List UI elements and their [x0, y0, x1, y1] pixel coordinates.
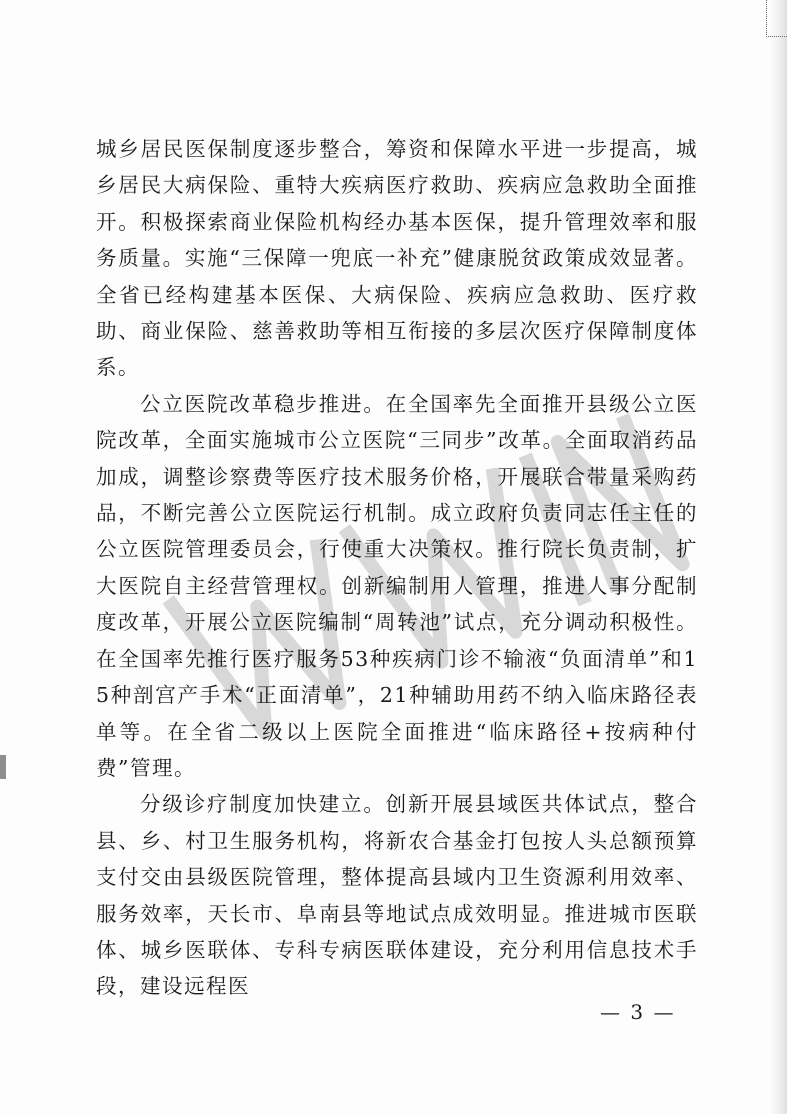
scan-edge-shadow [769, 0, 787, 1114]
page-number: — 3 — [600, 1000, 676, 1024]
paragraph-medical-insurance: 城乡居民医保制度逐步整合，筹资和保障水平进一步提高，城乡居民大病保险、重特大疾病医疗救助、疾病应急救助全面推开。积极探索商业保险机构经办基本医保，提升管理效率和服务质量。实施“三保障一兜底一补充”健康脱贫政策成效显著。全省已经构建基本医保、大病保险、疾病应急救助、医疗救助、商业保险、慈善救助等相互衔接的多层次医疗保障制度体系。 [96, 137, 698, 380]
left-margin-scan-mark [0, 755, 6, 779]
corner-scan-mark [766, 0, 787, 37]
paragraph-tiered-diagnosis: 分级诊疗制度加快建立。创新开展县域医共体试点，整合县、乡、村卫生服务机构，将新农合基金打包按人头总额预算支付交由县级医院管理，整体提高县域内卫生资源利用效率、服务效率，天长市、阜南县等地试点成效明显。推进城市医联体、城乡医联体、专科专病医联体建设，充分利用信息技术手段，建设远程医 [96, 792, 698, 999]
paragraph-public-hospital-reform: 公立医院改革稳步推进。在全国率先全面推开县级公立医院改革，全面实施城市公立医院“三同步”改革。全面取消药品加成，调整诊察费等医疗技术服务价格，开展联合带量采购药品，不断完善公立医院运行机制。成立政府负责同志任主任的公立医院管理委员会，行使重大决策权。推行院长负责制，扩大医院自主经营管理权。创新编制用人管理，推进人事分配制度改革，开展公立医院编制“周转池”试点，充分调动积极性。在全国率先推行医疗服务53种疾病门诊不输液“负面清单”和15种剖宫产手术“正面清单”，21种辅助用药不纳入临床路径表单等。在全省二级以上医院全面推进“临床路径+按病种付费”管理。 [96, 391, 698, 780]
body-text [96, 131, 698, 1005]
